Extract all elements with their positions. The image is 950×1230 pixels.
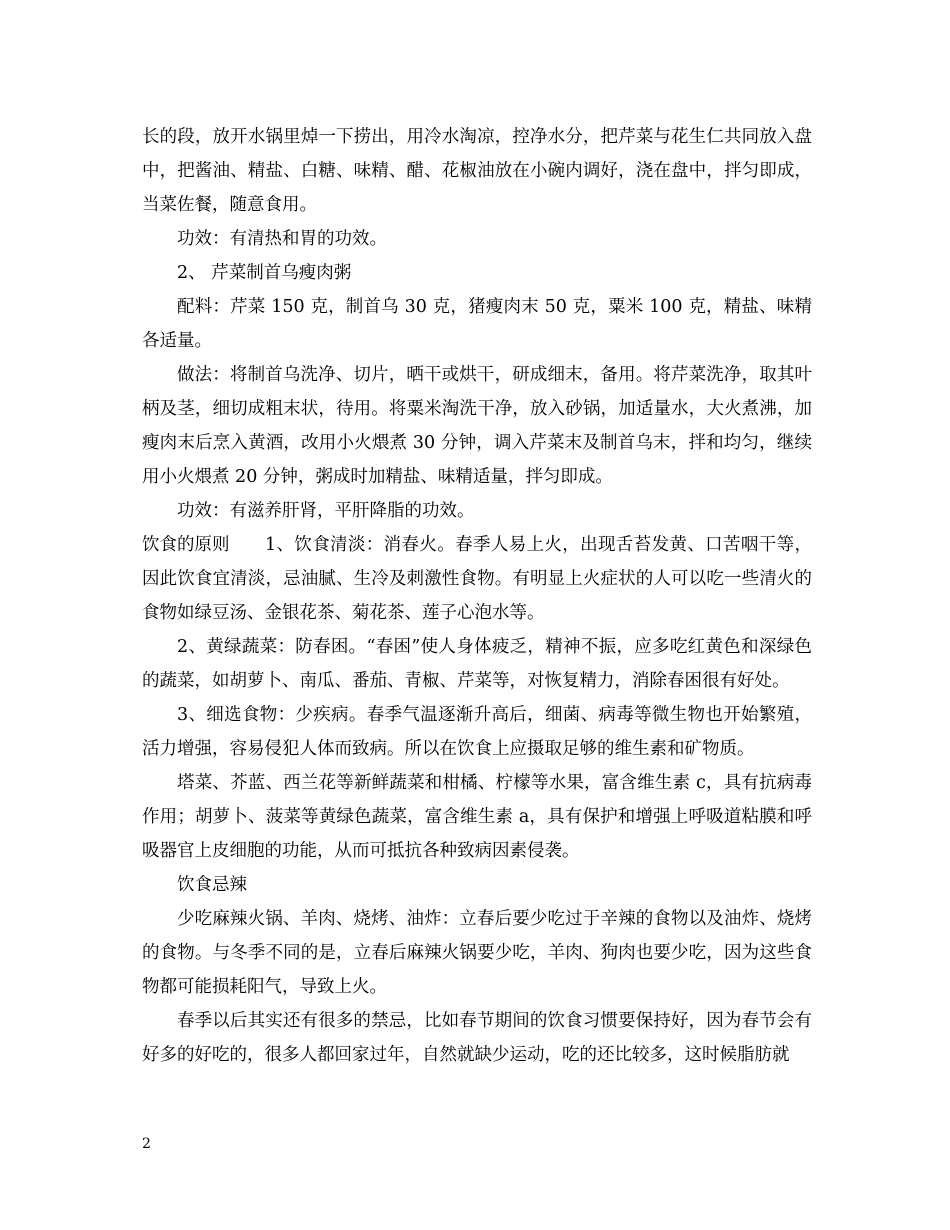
paragraph-effect-2: 功效：有滋养肝肾，平肝降脂的功效。 [177, 501, 475, 521]
section-heading-avoid-spicy: 饮食忌辣 [177, 875, 247, 895]
principle-1-text: 1、饮食清淡：消春火。春季人易上火，出现舌苔发黄、口苦咽干等，因此饮食宜清淡，忌油腻、生冷及刺激性食物。有明显上火症状的人可以吃一些清火的食物如绿豆汤、金银花茶、菊花茶、莲子心泡水等。 [142, 535, 812, 623]
paragraph-celery-prep: 长的段，放开水锅里焯一下捞出，用冷水淘凉，控净水分，把芹菜与花生仁共同放入盘中，把酱油、精盐、白糖、味精、醋、花椒油放在小碗内调好，浇在盘中，拌匀即成，当菜佐餐，随意食用。 [142, 127, 812, 215]
paragraph-method: 做法：将制首乌洗净、切片，晒干或烘干，研成细末，备用。将芹菜洗净，取其叶柄及茎，细切成粗末状，待用。将粟米淘洗干净，放入砂锅，加适量水，大火煮沸，加瘦肉末后烹入黄酒，改用小火煨煮 30 分钟，调入芹菜末及制首乌末，拌和均匀，继续用小火煨煮 20 分钟，粥成时加精盐、味精适量，拌匀即成。 [142, 365, 812, 487]
paragraph-avoid-spicy: 少吃麻辣火锅、羊肉、烧烤、油炸：立春后要少吃过于辛辣的食物以及油炸、烧烤的食物。与冬季不同的是，立春后麻辣火锅要少吃，羊肉、狗肉也要少吃，因为这些食物都可能损耗阳气，导致上火。 [142, 909, 812, 997]
paragraph-principle-3: 3、细选食物：少疾病。春季气温逐渐升高后，细菌、病毒等微生物也开始繁殖，活力增强，容易侵犯人体而致病。所以在饮食上应摄取足够的维生素和矿物质。 [142, 705, 812, 759]
paragraph-effect-1: 功效：有清热和胃的功效。 [177, 229, 387, 249]
paragraph-vitamins: 塔菜、芥蓝、西兰花等新鲜蔬菜和柑橘、柠檬等水果，富含维生素 c，具有抗病毒作用；胡萝卜、菠菜等黄绿色蔬菜，富含维生素 a，具有保护和增强上呼吸道粘膜和呼吸器官上皮细胞的功能，从而可抵抗各种致病因素侵袭。 [142, 773, 812, 861]
paragraph-principle-2: 2、黄绿蔬菜：防春困。“春困”使人身体疲乏，精神不振，应多吃红黄色和深绿色的蔬菜，如胡萝卜、南瓜、番茄、青椒、芹菜等，对恢复精力，消除春困很有好处。 [142, 637, 812, 691]
section-label-principles: 饮食的原则 [142, 535, 230, 555]
document-body [142, 120, 812, 1072]
page-number: 2 [142, 1136, 151, 1152]
paragraph-ingredients: 配料：芹菜 150 克，制首乌 30 克，猪瘦肉末 50 克，粟米 100 克，精盐、味精各适量。 [142, 297, 812, 351]
paragraph-spring-taboos: 春季以后其实还有很多的禁忌，比如春节期间的饮食习惯要保持好，因为春节会有好多的好吃的，很多人都回家过年，自然就缺少运动，吃的还比较多，这时候脂肪就 [142, 1011, 812, 1065]
recipe-title-2: 2、 芹菜制首乌瘦肉粥 [177, 263, 352, 283]
paragraph-principle-1 [142, 528, 812, 630]
